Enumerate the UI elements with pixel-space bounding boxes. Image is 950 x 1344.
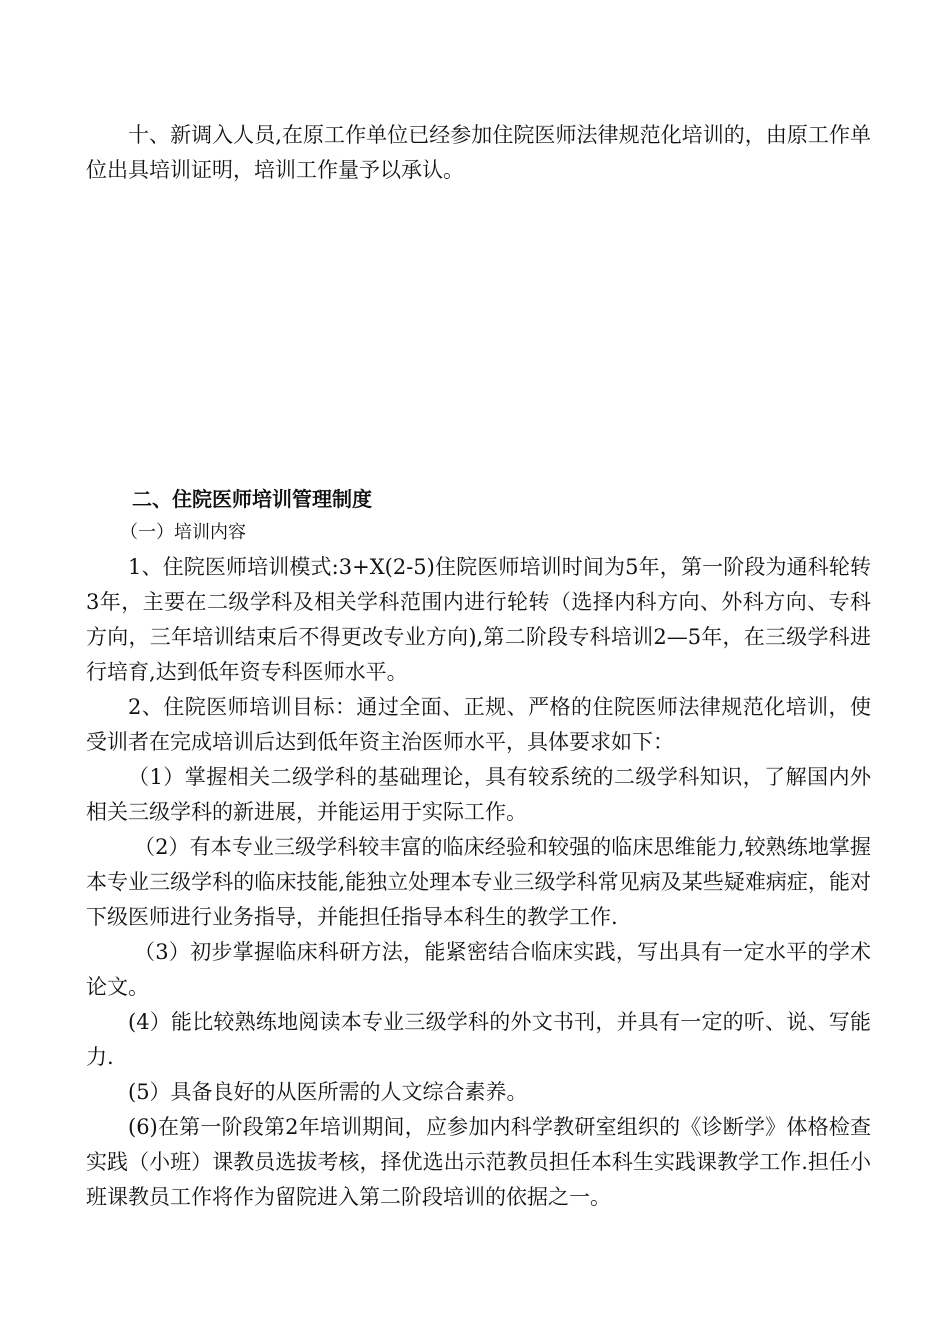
paragraph-requirement-2: （2）有本专业三级学科较丰富的临床经验和较强的临床思维能力,较熟练地掌握本专业三级学科的临床技能,能独立处理本专业三级学科常见病及某些疑难病症，能对下级医师进行业务指导，并能担任指导本科生的教学工作.: [86, 835, 871, 929]
paragraph-requirement-4: (4）能比较熟练地阅读本专业三级学科的外文书刊，并具有一定的听、说、写能力.: [86, 1010, 871, 1069]
top-text-block: [86, 118, 871, 188]
paragraph-training-model: 1、住院医师培训模式:3+X(2-5)住院医师培训时间为5年，第一阶段为通科轮转3年，主要在二级学科及相关学科范围内进行轮转（选择内科方向、外科方向、专科方向，三年培训结束后不得更改专业方向),第二阶段专科培训2—5年，在三级学科进行培育,达到低年资专科医师水平。: [86, 555, 871, 684]
paragraph-requirement-3: （3）初步掌握临床科研方法，能紧密结合临床实践，写出具有一定水平的学术论文。: [86, 940, 871, 999]
subsection-heading: （一）培训内容: [120, 522, 246, 543]
training-content-block: [86, 550, 871, 1215]
paragraph-requirement-6: (6)在第一阶段第2年培训期间，应参加内科学教研室组织的《诊断学》体格检查实践（小班）课教员选拔考核，择优选出示范教员担任本科生实践课教学工作.担任小班课教员工作将作为留院进入第二阶段培训的依据之一。: [86, 1115, 871, 1209]
paragraph-requirement-1: （1）掌握相关二级学科的基础理论，具有较系统的二级学科知识，了解国内外相关三级学科的新进展，并能运用于实际工作。: [86, 765, 871, 824]
section-heading: 二、住院医师培训管理制度: [132, 487, 372, 511]
paragraph-requirement-5: (5）具备良好的从医所需的人文综合素养。: [128, 1080, 528, 1104]
paragraph-training-goal: 2、住院医师培训目标：通过全面、正规、严格的住院医师法律规范化培训，使受训者在完成培训后达到低年资主治医师水平，具体要求如下：: [86, 695, 871, 754]
paragraph-transferred-staff: 十、新调入人员,在原工作单位已经参加住院医师法律规范化培训的，由原工作单位出具培训证明，培训工作量予以承认。: [86, 123, 871, 182]
